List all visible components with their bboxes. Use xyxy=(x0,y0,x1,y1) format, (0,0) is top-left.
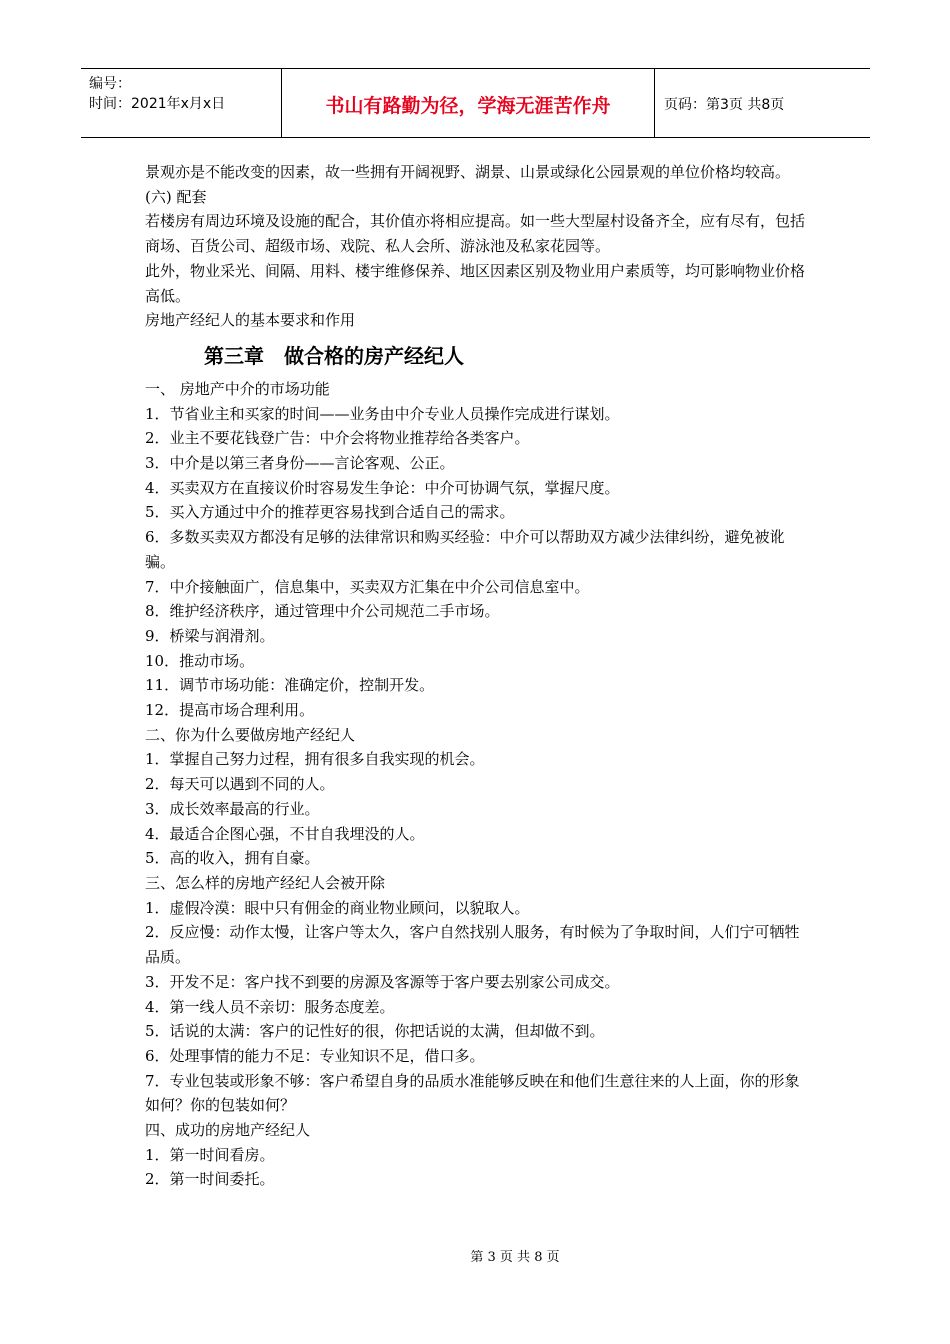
body-paragraph: 此外，物业采光、间隔、用料、楼宇维修保养、地区因素区别及物业用户素质等，均可影响物业价格高低。 xyxy=(145,261,806,305)
list-item: 6．处理事情的能力不足：专业知识不足，借口多。 xyxy=(145,1046,485,1065)
list-item: 7．专业包装或形象不够：客户希望自身的品质水准能够反映在和他们生意往来的人上面，你的形象如何？你的包装如何？ xyxy=(145,1071,800,1115)
body-paragraph: 景观亦是不能改变的因素，故一些拥有开阔视野、湖景、山景或绿化公园景观的单位价格均较高。 xyxy=(145,163,791,181)
list-item: 5．买入方通过中介的推荐更容易找到合适自己的需求。 xyxy=(145,503,515,522)
section-heading: 一、 房地产中介的市场功能 xyxy=(145,379,330,398)
document-time-label: 时间：2021年x月x日 xyxy=(89,96,226,112)
list-item: 8．维护经济秩序，通过管理中介公司规范二手市场。 xyxy=(145,602,500,621)
section-heading: 房地产经纪人的基本要求和作用 xyxy=(145,311,356,330)
document-body xyxy=(145,160,810,1192)
list-item: 3．开发不足：客户找不到要的房源及客源等于客户要去别家公司成交。 xyxy=(145,972,620,991)
list-item: 9．桥梁与润滑剂。 xyxy=(145,626,275,645)
list-item: 1．掌握自己努力过程，拥有很多自我实现的机会。 xyxy=(145,750,485,769)
header-page-cell xyxy=(655,69,870,137)
document-number-label: 编号： xyxy=(89,76,131,92)
page-header xyxy=(81,68,870,138)
list-item: 4．买卖双方在直接议价时容易发生争论：中介可协调气氛，掌握尺度。 xyxy=(145,478,620,497)
list-item: 4．第一线人员不亲切：服务态度差。 xyxy=(145,997,395,1016)
section-heading-supporting-facilities: (六) 配套 xyxy=(145,187,207,206)
list-item: 2．反应慢：动作太慢，让客户等太久，客户自然找别人服务，有时候为了争取时间，人们宁可牺牲品质。 xyxy=(145,923,800,967)
list-item: 3．成长效率最高的行业。 xyxy=(145,799,320,818)
section-heading: 四、成功的房地产经纪人 xyxy=(145,1121,311,1140)
list-item: 3．中介是以第三者身份——言论客观、公正。 xyxy=(145,454,455,473)
page-footer: 第 3 页 共 8 页 xyxy=(470,1250,560,1265)
section-heading: 二、你为什么要做房地产经纪人 xyxy=(145,725,356,744)
list-item: 4．最适合企图心强，不甘自我埋没的人。 xyxy=(145,824,425,843)
list-item: 10．推动市场。 xyxy=(145,651,255,670)
list-item: 2．业主不要花钱登广告：中介会将物业推荐给各类客户。 xyxy=(145,429,530,448)
list-item: 1．第一时间看房。 xyxy=(145,1145,275,1164)
list-item: 2．第一时间委托。 xyxy=(145,1170,275,1189)
list-item: 11．调节市场功能：准确定价，控制开发。 xyxy=(145,676,435,695)
list-item: 1．节省业主和买家的时间——业务由中介专业人员操作完成进行谋划。 xyxy=(145,404,620,423)
header-info-cell xyxy=(81,69,282,137)
section-heading: 三、怎么样的房地产经纪人会被开除 xyxy=(145,873,386,892)
list-item: 5．高的收入，拥有自豪。 xyxy=(145,849,320,868)
list-item: 6．多数买卖双方都没有足够的法律常识和购买经验：中介可以帮助双方减少法律纠纷，避免被讹骗。 xyxy=(145,528,785,571)
header-motto: 书山有路勤为径，学海无涯苦作舟 xyxy=(325,95,611,117)
list-item: 5．话说的太满：客户的记性好的很，你把话说的太满，但却做不到。 xyxy=(145,1022,605,1041)
list-item: 2．每天可以遇到不同的人。 xyxy=(145,775,335,794)
header-motto-cell xyxy=(282,69,655,137)
chapter-title: 第三章 做合格的房产经纪人 xyxy=(204,343,464,368)
body-paragraph: 若楼房有周边环境及设施的配合，其价值亦将相应提高。如一些大型屋村设备齐全，应有尽有，包括商场、百货公司、超级市场、戏院、私人会所、游泳池及私家花园等。 xyxy=(145,212,806,256)
list-item: 7．中介接触面广，信息集中，买卖双方汇集在中介公司信息室中。 xyxy=(145,577,590,596)
list-item: 12．提高市场合理利用。 xyxy=(145,701,315,720)
header-page-number: 页码：第3页 共8页 xyxy=(664,97,785,113)
list-item: 1．虚假冷漠：眼中只有佣金的商业物业顾问，以貌取人。 xyxy=(145,898,530,917)
